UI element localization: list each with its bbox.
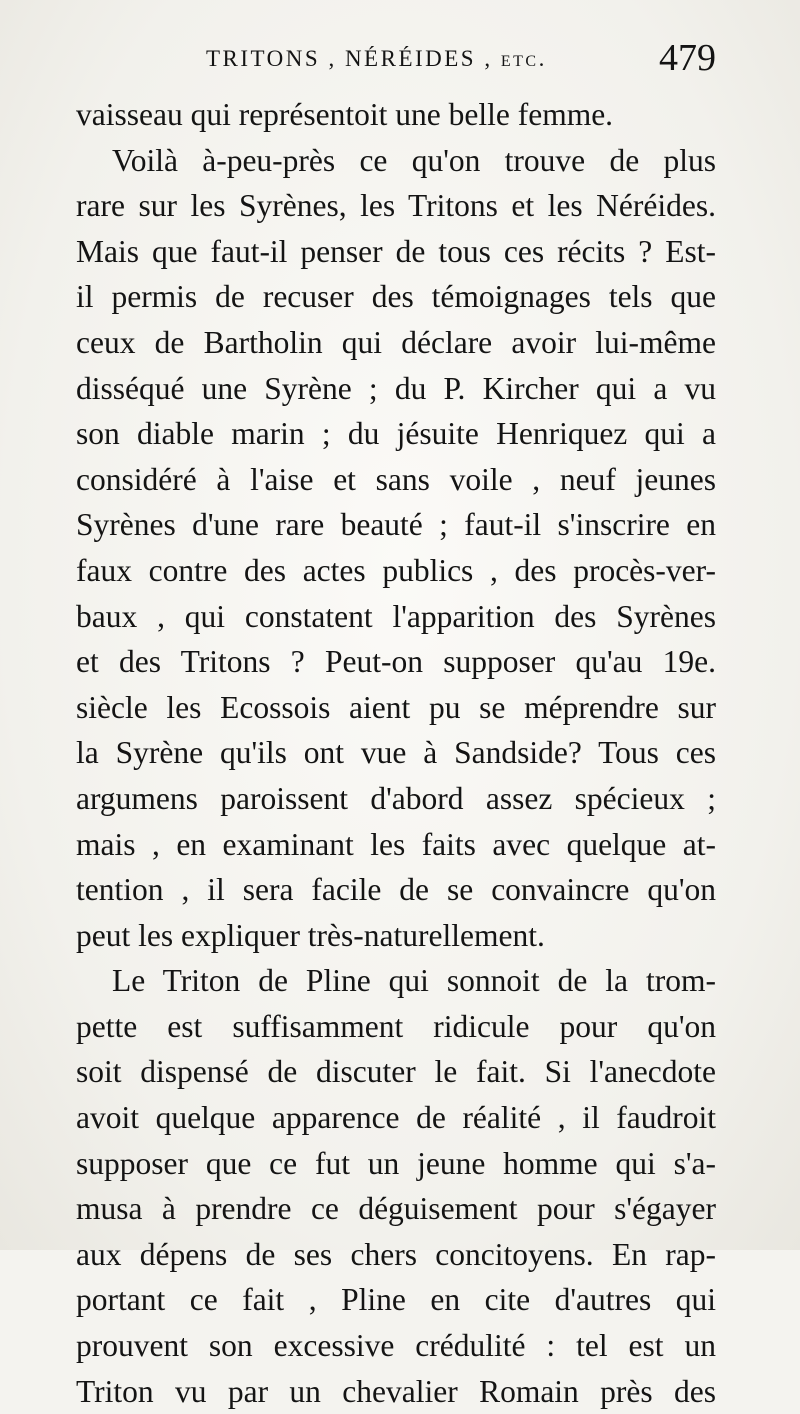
body-text bbox=[76, 92, 716, 1414]
text-line: portant ce fait , Pline en cite d'autres qui bbox=[76, 1282, 716, 1318]
text-line: siècle les Ecossois aient pu se méprendre sur bbox=[76, 689, 716, 725]
text-line: faux contre des actes publics , des procès-ver- bbox=[76, 552, 716, 588]
text-line: vaisseau qui représentoit une belle femme. bbox=[76, 97, 614, 132]
text-line: prouvent son excessive crédulité : tel est un bbox=[76, 1328, 716, 1364]
running-title: TRITONS , NÉRÉIDES , etc. bbox=[206, 46, 547, 71]
text-line: la Syrène qu'ils ont vue à Sandside? Tous ces bbox=[76, 735, 716, 771]
text-line: mais , en examinant les faits avec quelque at- bbox=[76, 826, 716, 862]
paragraph bbox=[76, 958, 716, 1414]
text-line: son diable marin ; du jésuite Henriquez qui a bbox=[76, 416, 716, 452]
paragraph bbox=[76, 92, 716, 138]
text-line: aux dépens de ses chers concitoyens. En rap- bbox=[76, 1236, 716, 1272]
text-line: et des Tritons ? Peut-on supposer qu'au 19e. bbox=[76, 644, 716, 680]
text-line: considéré à l'aise et sans voile , neuf jeunes bbox=[76, 461, 716, 497]
text-line: supposer que ce fut un jeune homme qui s'a- bbox=[76, 1145, 716, 1181]
text-line: baux , qui constatent l'apparition des Syrènes bbox=[76, 598, 716, 634]
text-line: rare sur les Syrènes, les Tritons et les Néréides. bbox=[76, 188, 716, 224]
text-line: peut les expliquer très-naturellement. bbox=[76, 917, 545, 953]
text-line: Triton vu par un chevalier Romain près des bbox=[76, 1373, 716, 1409]
text-line: Voilà à-peu-près ce qu'on trouve de plus bbox=[112, 142, 716, 178]
text-line: disséqué une Syrène ; du P. Kircher qui a vu bbox=[76, 370, 716, 406]
text-line: argumens paroissent d'abord assez spécieux ; bbox=[76, 780, 716, 816]
text-line: Le Triton de Pline qui sonnoit de la trom- bbox=[112, 963, 716, 999]
text-line: il permis de recuser des témoignages tels que bbox=[76, 279, 716, 315]
text-line: pette est suffisamment ridicule pour qu'on bbox=[76, 1008, 716, 1044]
text-line: ceux de Bartholin qui déclare avoir lui-même bbox=[76, 324, 716, 360]
text-line: tention , il sera facile de se convaincre qu'on bbox=[76, 872, 716, 908]
running-head bbox=[76, 32, 716, 92]
text-line: Syrènes d'une rare beauté ; faut-il s'inscrire en bbox=[76, 507, 716, 543]
text-line: soit dispensé de discuter le fait. Si l'anecdote bbox=[76, 1054, 716, 1090]
text-line: Mais que faut-il penser de tous ces récits ? Est- bbox=[76, 233, 716, 269]
text-line: musa à prendre ce déguisement pour s'égayer bbox=[76, 1191, 716, 1227]
text-line: avoit quelque apparence de réalité , il faudroit bbox=[76, 1100, 716, 1136]
paragraph bbox=[76, 138, 716, 959]
page-number: 479 bbox=[659, 37, 716, 79]
